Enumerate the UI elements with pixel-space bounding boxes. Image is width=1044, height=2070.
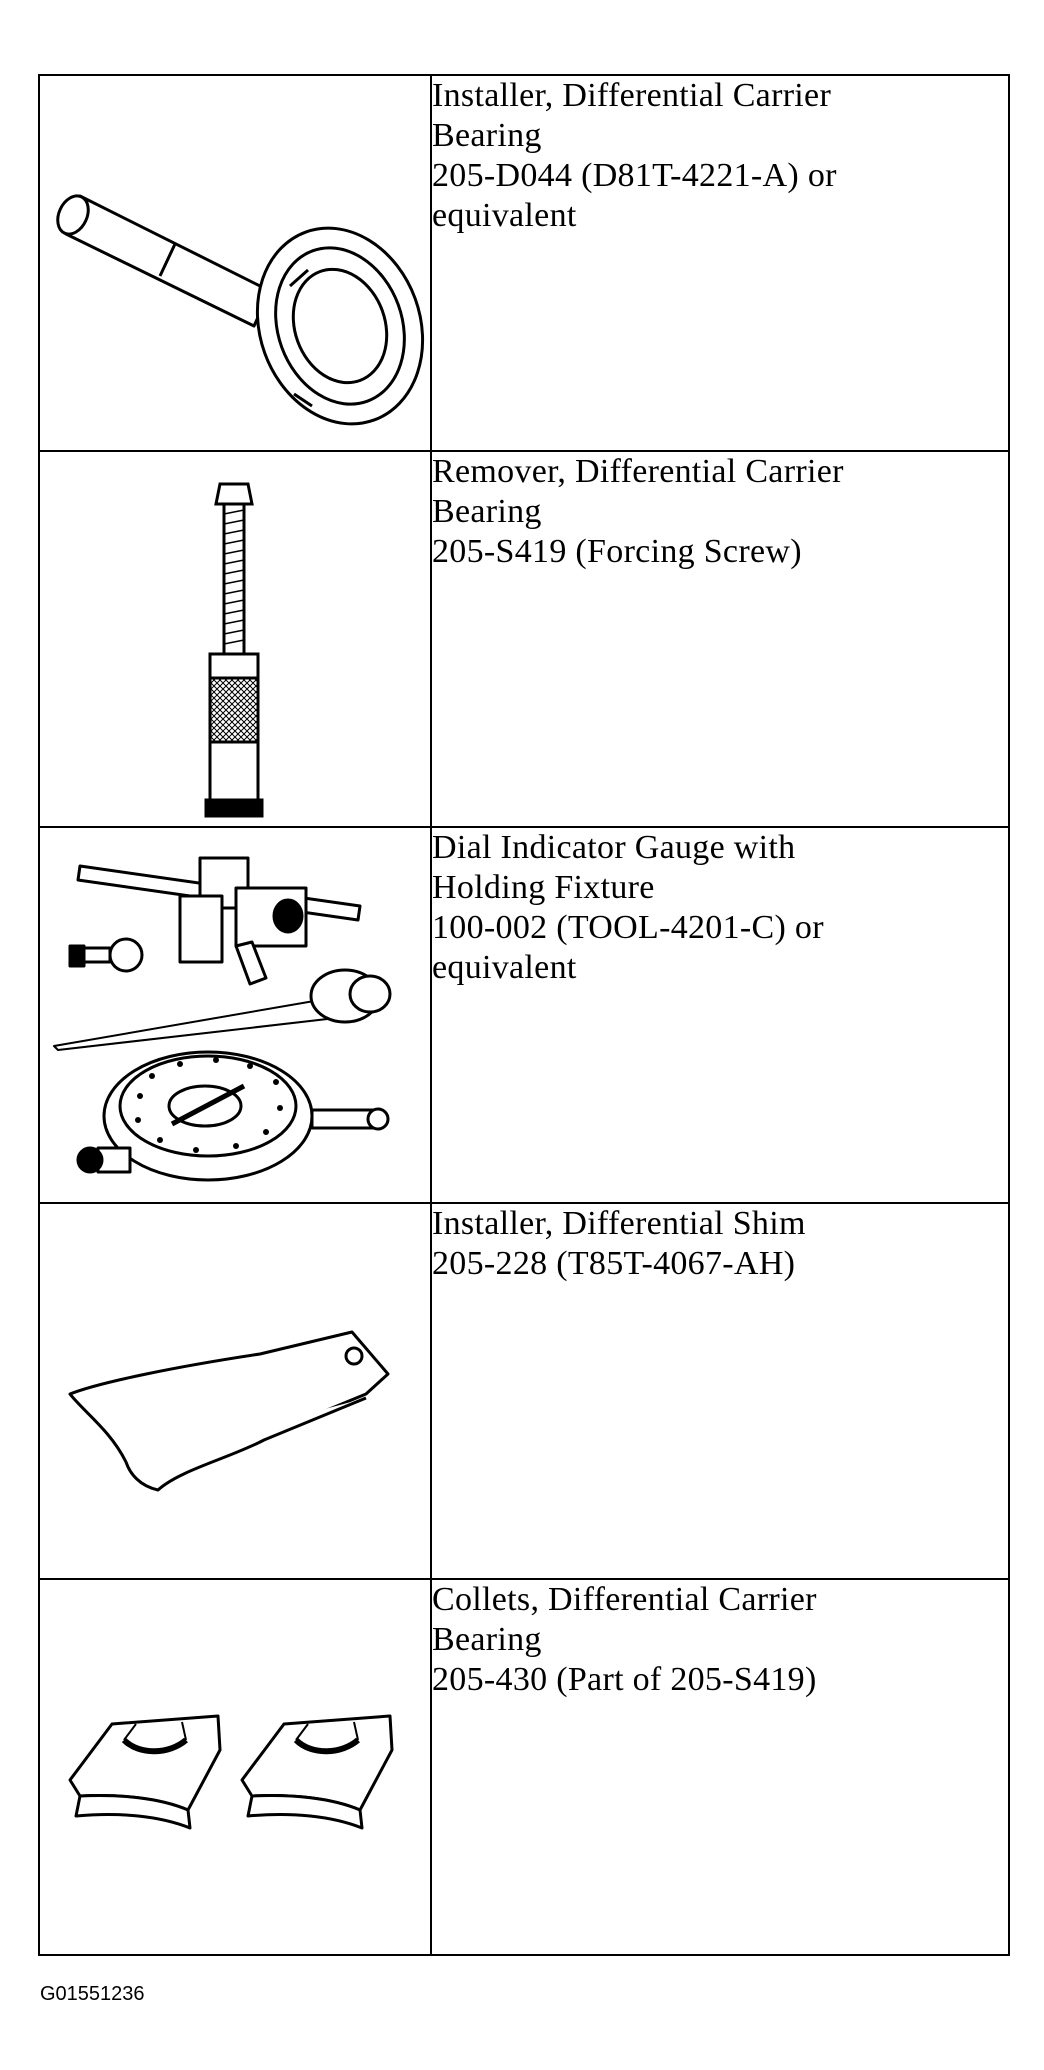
tool-name-line: Collets, Differential Carrier — [432, 1581, 817, 1618]
collets-illustration — [40, 1580, 430, 1954]
tool-description-cell — [431, 827, 1009, 1203]
figure-id: G01551236 — [40, 1983, 145, 2005]
table-row — [39, 1579, 1009, 1955]
tool-name-line: Bearing — [432, 117, 542, 154]
tool-name-line: Holding Fixture — [432, 869, 655, 906]
tool-note: equivalent — [432, 197, 577, 234]
tool-description-cell — [431, 451, 1009, 827]
tool-description-cell — [431, 1579, 1009, 1955]
dial-indicator-illustration — [40, 828, 430, 1202]
tool-illustration-cell — [39, 1579, 431, 1955]
table-row — [39, 451, 1009, 827]
tool-description — [432, 76, 1008, 236]
tool-illustration-cell — [39, 451, 431, 827]
tool-illustration-cell — [39, 75, 431, 451]
table-row — [39, 827, 1009, 1203]
tool-description — [432, 1204, 1008, 1284]
tool-part-number: 100-002 (TOOL-4201-C) or — [432, 909, 824, 946]
tool-part-number: 205-S419 (Forcing Screw) — [432, 533, 802, 570]
bearing-installer-illustration — [40, 76, 430, 450]
tool-name-line: Installer, Differential Shim — [432, 1205, 806, 1242]
forcing-screw-illustration — [40, 452, 430, 826]
tool-name-line: Installer, Differential Carrier — [432, 77, 832, 114]
tool-description-cell — [431, 1203, 1009, 1579]
table-row — [39, 1203, 1009, 1579]
tool-name-line: Bearing — [432, 1621, 542, 1658]
tool-note: equivalent — [432, 949, 577, 986]
tool-part-number: 205-430 (Part of 205-S419) — [432, 1661, 817, 1698]
tool-part-number: 205-228 (T85T-4067-AH) — [432, 1245, 796, 1282]
tool-name-line: Remover, Differential Carrier — [432, 453, 844, 490]
tool-part-number: 205-D044 (D81T-4221-A) or — [432, 157, 837, 194]
tool-description — [432, 828, 1008, 988]
tool-illustration-cell — [39, 827, 431, 1203]
table-row — [39, 75, 1009, 451]
shim-installer-illustration — [40, 1204, 430, 1578]
tool-description-cell — [431, 75, 1009, 451]
tool-name-line: Dial Indicator Gauge with — [432, 829, 796, 866]
tool-illustration-cell — [39, 1203, 431, 1579]
tool-description — [432, 1580, 1008, 1700]
special-tools-table — [38, 74, 1010, 1956]
tool-description — [432, 452, 1008, 572]
tool-name-line: Bearing — [432, 493, 542, 530]
